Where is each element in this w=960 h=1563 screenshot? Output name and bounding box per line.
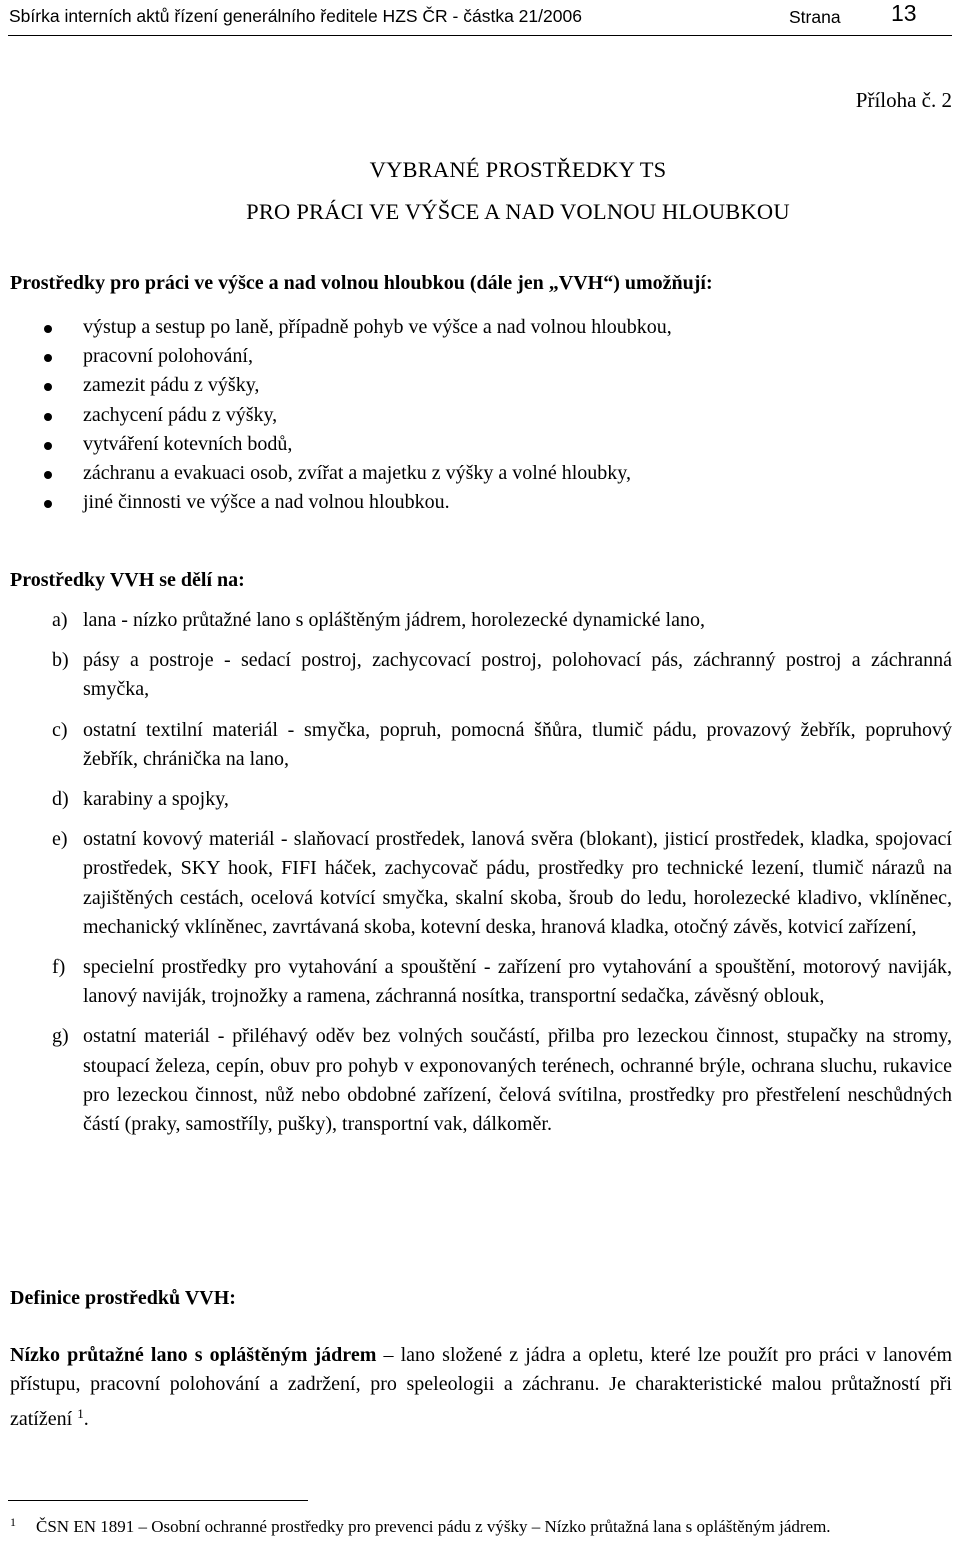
intro-heading: Prostředky pro práci ve výšce a nad volnou hloubkou (dále jen „VVH“) umožňují: [10, 272, 713, 294]
category-item-c [0, 716, 960, 774]
bullet-icon [44, 383, 52, 391]
header-rule [8, 35, 952, 36]
header-page-number: 13 [891, 0, 917, 26]
attachment-label: Příloha č. 2 [855, 88, 952, 112]
item-text: ostatní kovový materiál - slaňovací prostředek, lanová svěra (blokant), jisticí prostředek, kladka, spojovací prostředek, SKY hook, FIFI háček, zachycovač pádu, prostředky pro technické lezení, tlumič nárazů na zajištěných cestách, ocelová kotvící smyčka, skalní skoba, šroub do ledu, horolezecké kladivo, vklíněnec, mechanický vklíněnec, zavrtávaná skoba, kotevní deska, hranová kladka, otočný závěs, kotvicí zařízení, [83, 828, 952, 938]
item-label: f) [52, 956, 66, 979]
list-item: záchranu a evakuaci osob, zvířat a majetku z výšky a volné hloubky, [0, 459, 672, 488]
bullet-icon [44, 354, 52, 362]
list-item: zachycení pádu z výšky, [0, 401, 672, 430]
bullet-icon [44, 471, 52, 479]
item-text: ostatní materiál - přiléhavý oděv bez volných součástí, přilba pro lezeckou činnost, stupačky na stromy, stoupací železa, cepín, obuv pro pohyb v exponovaných terénech, ochranné brýle, ochrana sluchu, rukavice pro lezeckou činnost, nůž nebo obdobné zařízení, čelová svítilna, prostředky pro přestřelení neschůdných částí (praky, samostříly, pušky), transportní vak, dálkoměr. [83, 1025, 952, 1136]
item-text: specielní prostředky pro vytahování a spouštění - zařízení pro vytahování a spouštění, motorový naviják, lanový naviják, trojnožky a ramena, záchranná nosítka, transportní sedačka, závěsný oblouk, [83, 956, 952, 1008]
bullet-icon [44, 500, 52, 508]
category-item-f [0, 953, 960, 1011]
definition-paragraph: Nízko průtažné lano s opláštěným jádrem – lano složené z jádra a opletu, které lze použít pro práci v lanovém přístupu, pracovní polohování a zadržení, pro speleologii a záchranu. Je charakteristické malou průtažností při zatížení $^1$. [10, 1344, 953, 1430]
list-item: pracovní polohování, [0, 342, 672, 371]
item-text: ostatní textilní materiál - smyčka, popruh, pomocná šňůra, tlumič pádu, provazový žebřík, popruhový žebřík, chránička na lano, [83, 718, 952, 770]
bullet-icon [44, 325, 52, 333]
item-label: d) [52, 788, 69, 811]
category-item-e [0, 825, 960, 942]
header-title: Sbírka interních aktů řízení generálního ředitele HZS ČR - částka 21/2006 [9, 6, 582, 26]
capability-list [0, 313, 672, 517]
category-item-a [0, 606, 960, 635]
definition-dash: – [376, 1344, 401, 1366]
page-header [0, 0, 960, 34]
category-item-g [0, 1022, 960, 1139]
list-item: výstup a sestup po laně, případně pohyb ve výšce a nad volnou hloubkou, [0, 313, 672, 342]
bullet-icon [44, 413, 52, 421]
list-item: vytváření kotevních bodů, [0, 430, 672, 459]
item-label: a) [52, 609, 68, 631]
bullet-icon [44, 442, 52, 450]
division-heading: Prostředky VVH se dělí na: [10, 569, 245, 591]
item-text: lana - nízko průtažné lano s opláštěným jádrem, horolezecké dynamické lano, [83, 609, 705, 631]
definitions-heading: Definice prostředků VVH: [10, 1287, 236, 1309]
footnote-separator [8, 1500, 308, 1501]
document-title-line-1: VYBRANÉ PROSTŘEDKY TS [369, 157, 667, 182]
category-list [0, 606, 960, 1150]
item-label: g) [52, 1025, 69, 1048]
definition-text: lano složené z jádra a opletu, které lze použít pro práci v lanovém přístupu, pracovní polohování a zadržení, pro speleologii a záchranu. Je charakteristické malou průtažností při zatížení [10, 1344, 953, 1430]
category-item-d [0, 785, 960, 814]
list-item: jiné činnosti ve výšce a nad volnou hloubkou. [0, 488, 672, 517]
footnote-number: 1 [10, 1515, 16, 1529]
item-text: pásy a postroje - sedací postroj, zachycovací postroj, polohovací pás, záchranný postroj a záchranná smyčka, [83, 649, 952, 701]
footnote-reference[interactable]: 1 [77, 1406, 84, 1421]
footnote-text: ČSN EN 1891 – Osobní ochranné prostředky pro prevenci pádu z výšky – Nízko průtažná lana s opláštěným jádrem. [36, 1517, 831, 1536]
document-title-line-2: PRO PRÁCI VE VÝŠCE A NAD VOLNOU HLOUBKOU [246, 199, 790, 224]
list-item: zamezit pádu z výšky, [0, 371, 672, 400]
item-text: karabiny a spojky, [83, 788, 229, 811]
footnote [10, 1514, 952, 1540]
category-item-b [0, 646, 960, 704]
definition-term: Nízko průtažné lano s opláštěným jádrem [10, 1344, 377, 1366]
item-label: c) [52, 718, 68, 741]
header-page-label: Strana [789, 7, 841, 27]
item-label: b) [52, 649, 69, 672]
item-label: e) [52, 828, 68, 851]
